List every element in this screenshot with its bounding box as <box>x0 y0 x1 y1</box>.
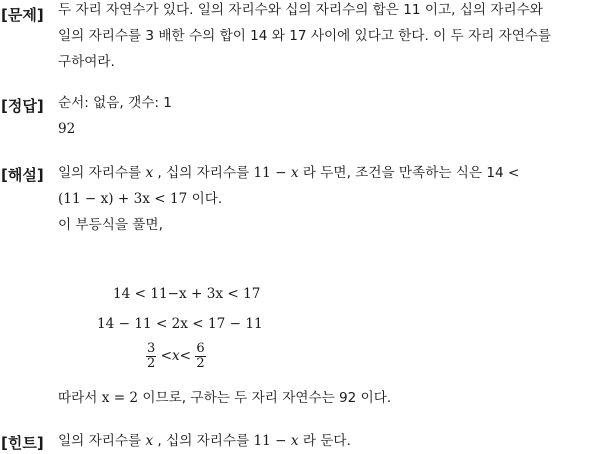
problem-line: 두 자리 자연수가 있다. 일의 자리수와 십의 자리수의 합은 11 이고, 십의 자리수와 <box>58 2 543 18</box>
equation-2: 14 − 11 < 2x < 17 − 11 <box>97 316 263 332</box>
problem-body <box>58 0 590 75</box>
answer-body <box>58 90 590 142</box>
explanation-line-2: (11 − x) + 3x < 17 이다. <box>58 191 223 207</box>
explanation-body <box>58 160 590 238</box>
hint-body: 일의 자리수를 x , 십의 자리수를 11 − x 라 둔다. <box>58 433 351 449</box>
problem-line: 구하여라. <box>58 54 115 70</box>
explanation-tag: [해설] <box>1 166 44 184</box>
explanation-line-1: 일의 자리수를 x , 십의 자리수를 11 − x 라 두면, 조건을 만족하는 식은 14 < <box>58 165 520 181</box>
hint-tag: [힌트] <box>1 434 44 452</box>
equation-3: $\frac{3}{2}$ <x< $\frac{6}{2}$ <box>147 341 205 371</box>
fraction-right: $\frac{6}{2}$ <box>196 341 205 371</box>
answer-tag: [정답] <box>1 97 44 115</box>
problem-tag: [문제] <box>1 6 44 24</box>
answer-value: 92 <box>58 121 76 137</box>
fraction-left: $\frac{3}{2}$ <box>147 341 156 371</box>
inequality-inline: (11 − x) + 3x < 17 <box>58 191 188 207</box>
answer-count-line: 순서: 없음, 갯수: 1 <box>58 95 172 111</box>
problem-line: 일의 자리수를 3 배한 수의 합이 14 와 17 사이에 있다고 한다. 이 두 자리 자연수를 <box>58 28 552 44</box>
equation-1: 14 < 11−x + 3x < 17 <box>113 286 261 302</box>
conclusion: 따라서 x = 2 이므로, 구하는 두 자리 자연수는 92 이다. <box>58 390 392 406</box>
explanation-line-3: 이 부등식을 풀면, <box>58 217 163 233</box>
